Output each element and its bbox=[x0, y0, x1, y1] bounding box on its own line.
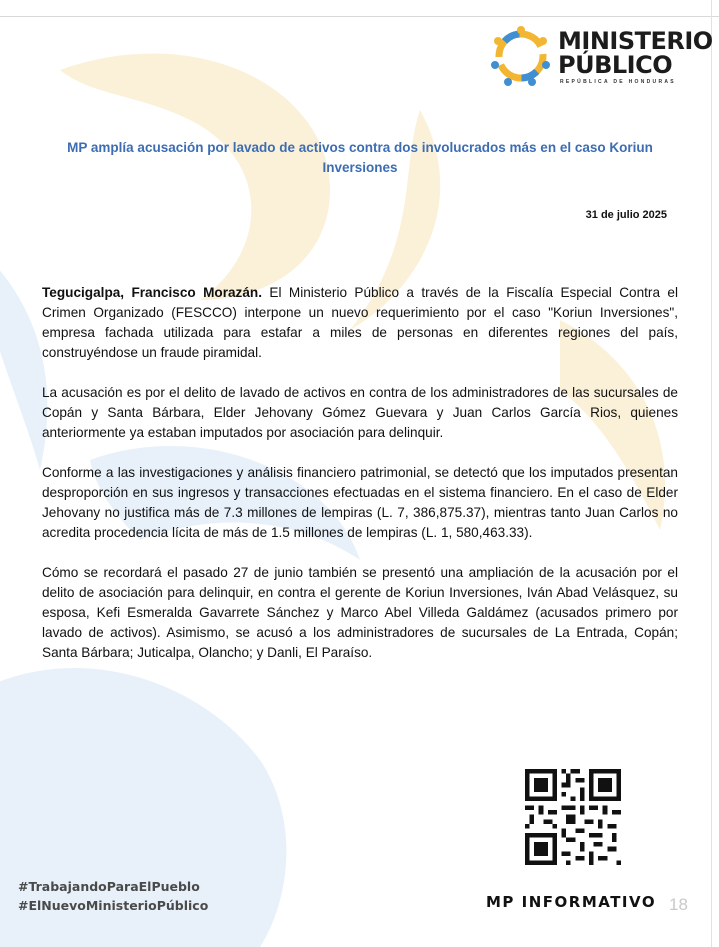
article-body bbox=[42, 283, 678, 683]
footer-hashtags bbox=[18, 877, 208, 915]
paragraph-1-text: El Ministerio Público a través de la Fiscalía Especial Contra el Crimen Organizado (FESCCO) interpone un nuevo requerimiento por el caso "Koriun Inversiones", empresa fachada utilizada para estafar a miles de personas en diferentes regiones del país, construyéndose un fraude piramidal. bbox=[42, 285, 678, 360]
qr-code[interactable] bbox=[525, 769, 621, 865]
page-number: 18 bbox=[669, 895, 688, 914]
logo-subtitle: REPÚBLICA DE HONDURAS bbox=[560, 79, 676, 85]
mp-informativo-brand: MP INFORMATIVO bbox=[486, 893, 657, 911]
logo-emblem-icon bbox=[488, 24, 554, 88]
paragraph-1 bbox=[42, 283, 678, 363]
headline: MP amplía acusación por lavado de activos contra dos involucrados más en el caso Koriun Inversiones bbox=[67, 140, 653, 175]
paragraph-3: Conforme a las investigaciones y análisis financiero patrimonial, se detectó que los imputados presentan desproporción en sus ingresos y transacciones efectuadas en el sistema financiero. En el caso de Elder Jehovany no justifica más de 7.3 millones de lempiras (L. 7, 386,875.37), mientras tanto Juan Carlos no acredita procedencia lícita de más de 1.5 millones de lempiras (L. 1, 580,463.33). bbox=[42, 465, 678, 540]
hashtag-nuevo-ministerio[interactable]: #ElNuevoMinisterioPúblico bbox=[18, 898, 209, 913]
logo-title-line1: MINISTERIO bbox=[558, 27, 713, 55]
paragraph-4: Cómo se recordará el pasado 27 de junio también se presentó una ampliación de la acusación por el delito de asociación para delinquir, en contra el gerente de Koriun Inversiones, Iván Abad Velásquez, su esposa, Kefi Esmeralda Gavarrete Sánchez y Marco Abel Villeda Galdámez (acusados primero por lavado de activos). Asimismo, se acusó a los administradores de sucursales de La Entrada, Copán; Santa Bárbara; Juticalpa, Olancho; y Danli, El Paraíso. bbox=[42, 565, 678, 660]
logo-title-line2: PÚBLICO bbox=[558, 51, 673, 79]
publication-date: 31 de julio 2025 bbox=[585, 209, 667, 221]
hashtag-trabajando[interactable]: #TrabajandoParaElPueblo bbox=[18, 879, 200, 894]
paragraph-2: La acusación es por el delito de lavado de activos en contra de los administradores de las sucursales de Copán y Santa Bárbara, Elder Jehovany Gómez Guevara y Juan Carlos García Rios, quienes anteriormente ya estaban imputados por asociación para delinquir. bbox=[42, 385, 678, 440]
dateline: Tegucigalpa, Francisco Morazán. bbox=[42, 285, 262, 300]
ministerio-publico-logo bbox=[488, 24, 713, 88]
